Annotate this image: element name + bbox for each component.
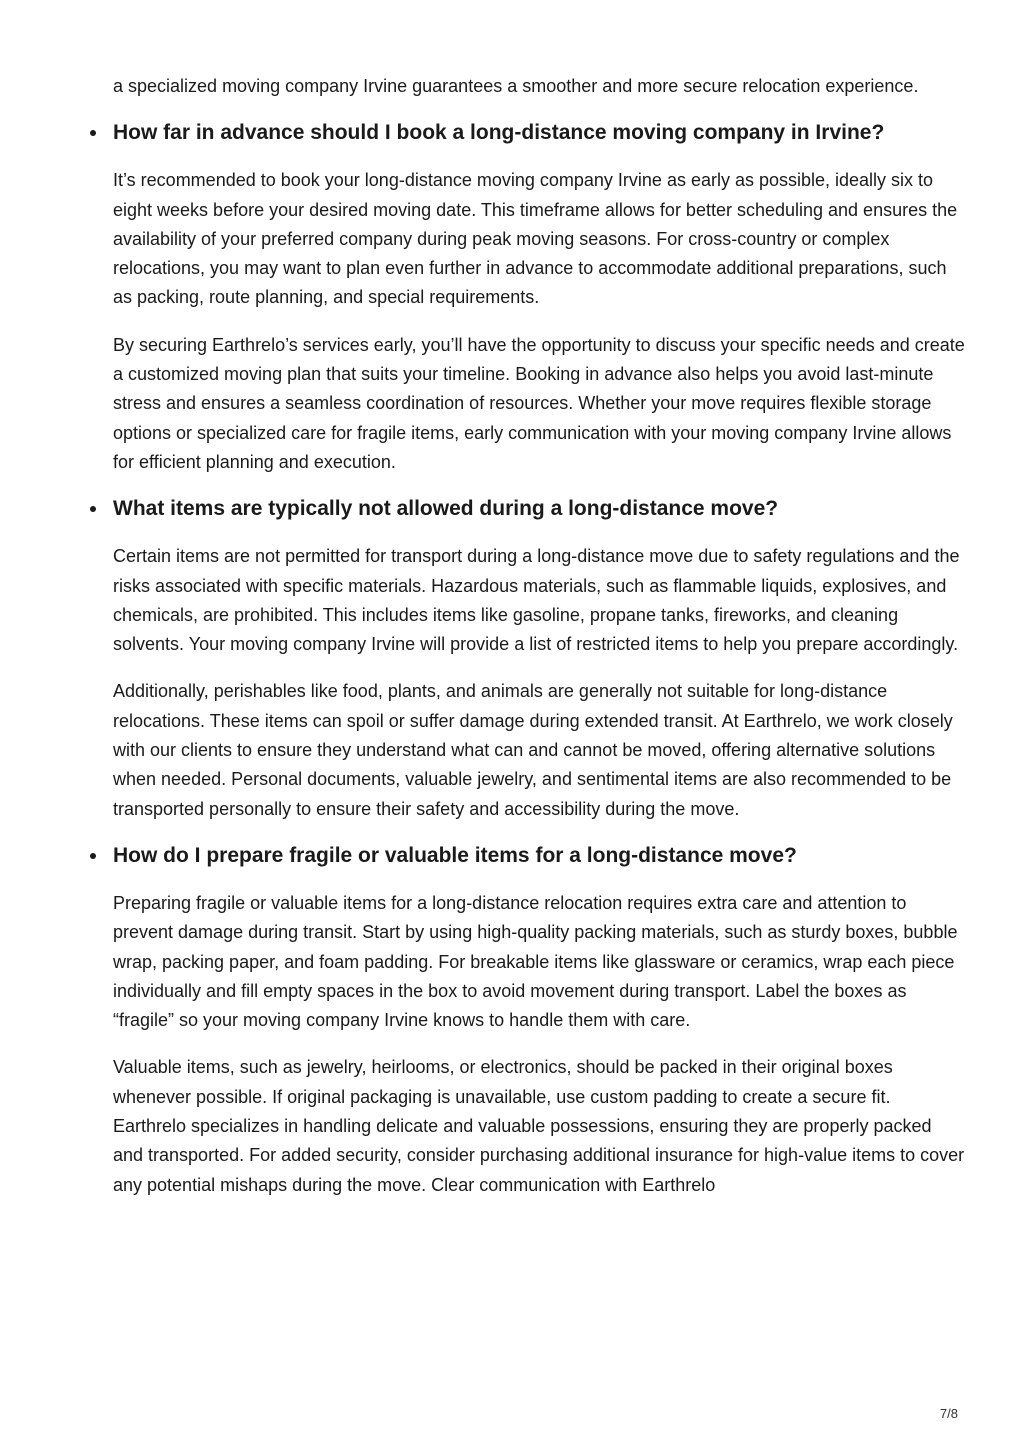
faq-answer-paragraph: Valuable items, such as jewelry, heirlooms, or electronics, should be packed in their original boxes whenever possible. If original packaging is unavailable, use custom padding to create a secure fit. Earthrelo specializes in handling delicate and valuable possessions, ensuring they are properly packed and transported. For added security, consider purchasing additional insurance for high-value items to cover any potential mishaps during the move. Clear communication with Earthrelo [113, 1057, 965, 1195]
page-number: 7/8 [939, 1406, 958, 1421]
faq-item-items-not-allowed [113, 495, 965, 824]
faq-answer-paragraph: Certain items are not permitted for transport during a long-distance move due to safety regulations and the risks associated with specific materials. Hazardous materials, such as flammable liquids, explosives, and chemicals, are prohibited. This includes items like gasoline, propane tanks, fireworks, and cleaning solvents. Your moving company Irvine will provide a list of restricted items to help you prepare accordingly. [113, 546, 960, 655]
faq-question [113, 119, 965, 147]
faq-answer-paragraph: By securing Earthrelo’s services early, you’ll have the opportunity to discuss your specific needs and create a customized moving plan that suits your timeline. Booking in advance also helps you avoid last-minute stress and ensures a seamless coordination of resources. Whether your move requires flexible storage options or specialized care for fragile items, early communication with your moving company Irvine allows for efficient planning and execution. [113, 334, 965, 472]
faq-answer-paragraph: Preparing fragile or valuable items for a long-distance relocation requires extra care and attention to prevent damage during transit. Start by using high-quality packing materials, such as sturdy boxes, bubble wrap, packing paper, and foam padding. For breakable items like glassware or ceramics, wrap each piece individually and fill empty spaces in the box to avoid movement during transport. Label the boxes as “fragile” so your moving company Irvine knows to handle them with care. [113, 892, 958, 1031]
faq-question [113, 495, 965, 523]
faq-item-book-in-advance [113, 119, 965, 477]
intro-paragraph: a specialized moving company Irvine guarantees a smoother and more secure relocation experience. [113, 76, 919, 96]
faq-question-text: How do I prepare fragile or valuable items for a long-distance move? [113, 843, 797, 867]
faq-question-text: What items are typically not allowed during a long-distance move? [113, 497, 779, 521]
bullet-icon [90, 853, 96, 859]
bullet-icon [90, 506, 96, 512]
document-page [113, 72, 965, 1218]
faq-answer-paragraph: Additionally, perishables like food, plants, and animals are generally not suitable for long-distance relocations. These items can spoil or suffer damage during extended transit. At Earthrelo, we work closely with our clients to ensure they understand what can and cannot be moved, offering alternative solutions when needed. Personal documents, valuable jewelry, and sentimental items are also recommended to be transported personally to ensure their safety and accessibility during the move. [113, 681, 953, 819]
faq-answer-paragraph: It’s recommended to book your long-distance moving company Irvine as early as possible, ideally six to eight weeks before your desired moving date. This timeframe allows for better scheduling and ensures the availability of your preferred company during peak moving seasons. For cross-country or complex relocations, you may want to plan even further in advance to accommodate additional preparations, such as packing, route planning, and special requirements. [113, 170, 958, 308]
faq-question [113, 842, 965, 870]
bullet-icon [90, 130, 96, 136]
faq-item-fragile-items [113, 842, 965, 1200]
faq-question-text: How far in advance should I book a long-distance moving company in Irvine? [113, 121, 885, 145]
